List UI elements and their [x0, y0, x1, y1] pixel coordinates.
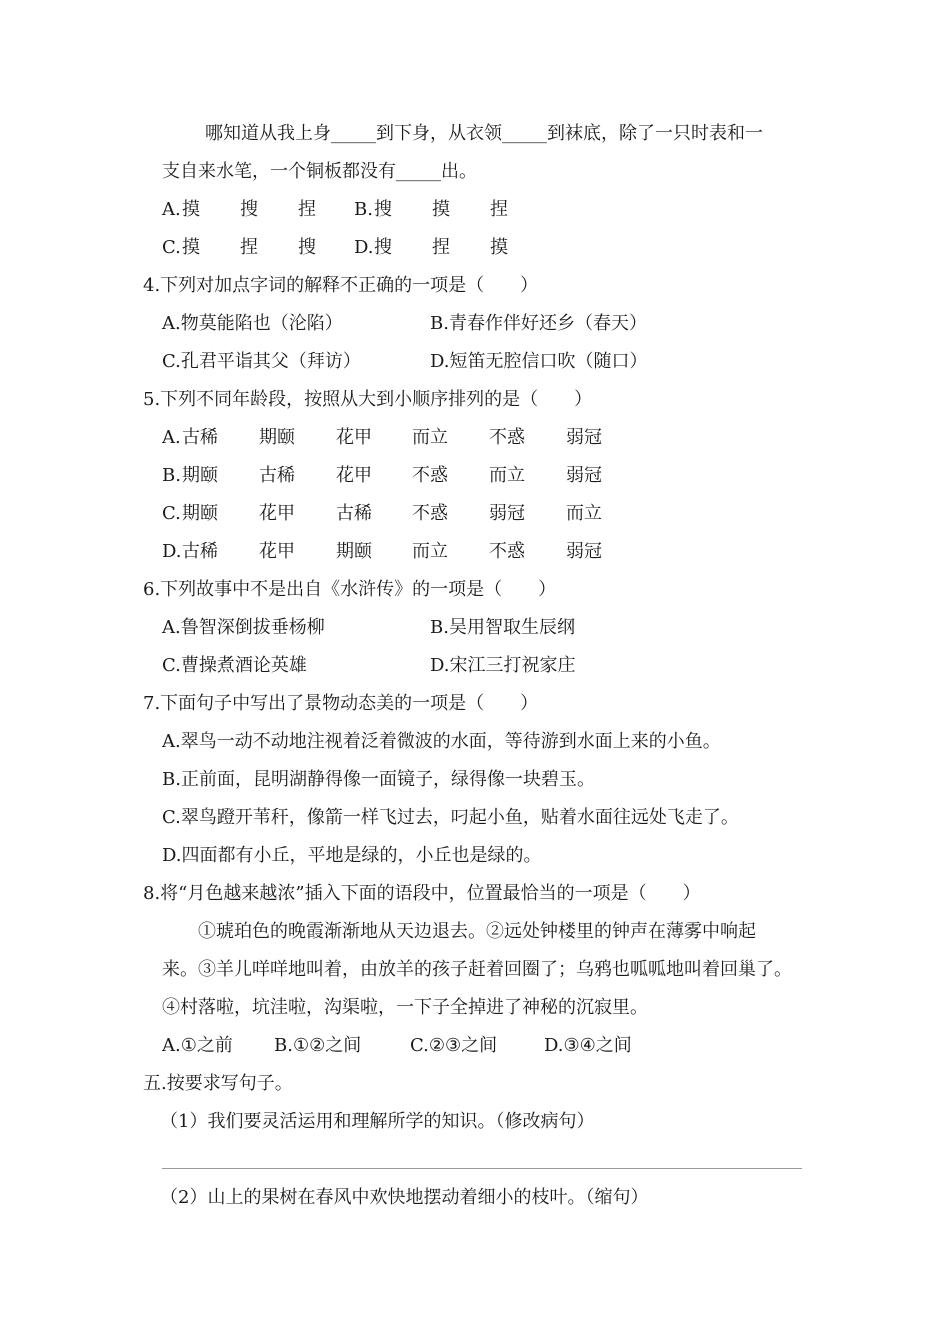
option-label: A.: [162, 427, 181, 448]
q8-option-b: B.①②之间: [274, 1035, 362, 1056]
q6-option-a: A.鲁智深倒拔垂杨柳: [162, 617, 325, 638]
q6-option-b: B.吴用智取生辰纲: [430, 617, 575, 638]
q8-option-d: D.③④之间: [544, 1035, 632, 1056]
section-5-item-2: （2）山上的果树在春风中欢快地摆动着细小的枝叶。（缩句）: [160, 1187, 649, 1208]
option-word: 花甲: [259, 541, 295, 562]
option-label: B.: [354, 199, 373, 220]
option-label: B.: [162, 465, 181, 486]
section-5-title: 五.按要求写句子。: [143, 1073, 293, 1094]
option-word: 期颐: [182, 503, 218, 524]
option-word: 弱冠: [566, 427, 602, 448]
option-label: C.: [162, 503, 181, 524]
option-word: 摸: [182, 237, 200, 258]
option-word: 期颐: [336, 541, 372, 562]
option-word: 而立: [412, 427, 448, 448]
option-word: 古稀: [182, 541, 218, 562]
q3-passage-line-2: 支自来水笔，一个铜板都没有_____出。: [162, 161, 477, 182]
q8-passage-line-2: 来。③羊儿咩咩地叫着，由放羊的孩子赶着回圈了；乌鸦也呱呱地叫着回巢了。: [162, 959, 792, 980]
q4-stem: 4.下列对加点字词的解释不正确的一项是（ ）: [143, 275, 539, 296]
option-word: 搜: [298, 237, 316, 258]
option-word: 摸: [182, 199, 200, 220]
q6-option-c: C.曹操煮酒论英雄: [162, 655, 307, 676]
q7-stem: 7.下面句子中写出了景物动态美的一项是（ ）: [143, 693, 539, 714]
q8-option-a: A.①之前: [162, 1035, 233, 1056]
option-word: 捏: [432, 237, 450, 258]
q6-option-d: D.宋江三打祝家庄: [430, 655, 576, 676]
option-word: 而立: [489, 465, 525, 486]
option-word: 不惑: [489, 427, 525, 448]
option-word: 摸: [490, 237, 508, 258]
q6-stem: 6.下列故事中不是出自《水浒传》的一项是（ ）: [143, 579, 557, 600]
option-word: 花甲: [259, 503, 295, 524]
option-word: 弱冠: [489, 503, 525, 524]
option-label: D.: [162, 541, 182, 562]
option-word: 期颐: [259, 427, 295, 448]
option-word: 不惑: [412, 503, 448, 524]
option-word: 捏: [298, 199, 316, 220]
option-word: 不惑: [489, 541, 525, 562]
option-word: 古稀: [336, 503, 372, 524]
q4-option-a: A.物莫能陷也（沦陷）: [162, 313, 343, 334]
option-word: 搜: [374, 237, 392, 258]
q4-option-c: C.孔君平诣其父（拜访）: [162, 351, 361, 372]
answer-line: [162, 1168, 802, 1169]
option-word: 捏: [240, 237, 258, 258]
q7-option-a: A.翠鸟一动不动地注视着泛着微波的水面，等待游到水面上来的小鱼。: [162, 731, 721, 752]
option-word: 弱冠: [566, 465, 602, 486]
q7-option-c: C.翠鸟蹬开苇秆，像箭一样飞过去，叼起小鱼，贴着水面往远处飞走了。: [162, 807, 739, 828]
q8-passage-line-3: ④村落啦，坑洼啦，沟渠啦，一下子全掉进了神秘的沉寂里。: [162, 997, 648, 1018]
option-label: A.: [162, 199, 181, 220]
option-word: 而立: [566, 503, 602, 524]
option-word: 而立: [412, 541, 448, 562]
option-word: 不惑: [412, 465, 448, 486]
option-label: C.: [162, 237, 181, 258]
option-word: 古稀: [182, 427, 218, 448]
q8-option-c: C.②③之间: [410, 1035, 498, 1056]
q5-stem: 5.下列不同年龄段，按照从大到小顺序排列的是（ ）: [143, 389, 593, 410]
option-word: 搜: [374, 199, 392, 220]
q7-option-d: D.四面都有小丘，平地是绿的，小丘也是绿的。: [162, 845, 542, 866]
q8-stem: 8.将“月色越来越浓”插入下面的语段中，位置最恰当的一项是（ ）: [143, 883, 701, 904]
option-word: 捏: [490, 199, 508, 220]
q4-option-d: D.短笛无腔信口吹（随口）: [430, 351, 648, 372]
q8-passage-line-1: ①琥珀色的晚霞渐渐地从天边退去。②远处钟楼里的钟声在薄雾中响起: [198, 921, 756, 942]
option-word: 古稀: [259, 465, 295, 486]
q3-passage-line-1: 哪知道从我上身_____到下身，从衣领_____到袜底，除了一只时表和一: [205, 123, 763, 144]
option-label: D.: [354, 237, 374, 258]
q4-option-b: B.青春作伴好还乡（春天）: [430, 313, 647, 334]
option-word: 搜: [240, 199, 258, 220]
option-word: 花甲: [336, 465, 372, 486]
q7-option-b: B.正前面，昆明湖静得像一面镜子，绿得像一块碧玉。: [162, 769, 595, 790]
option-word: 摸: [432, 199, 450, 220]
option-word: 花甲: [336, 427, 372, 448]
option-word: 弱冠: [566, 541, 602, 562]
option-word: 期颐: [182, 465, 218, 486]
section-5-item-1: （1）我们要灵活运用和理解所学的知识。（修改病句）: [160, 1111, 595, 1132]
